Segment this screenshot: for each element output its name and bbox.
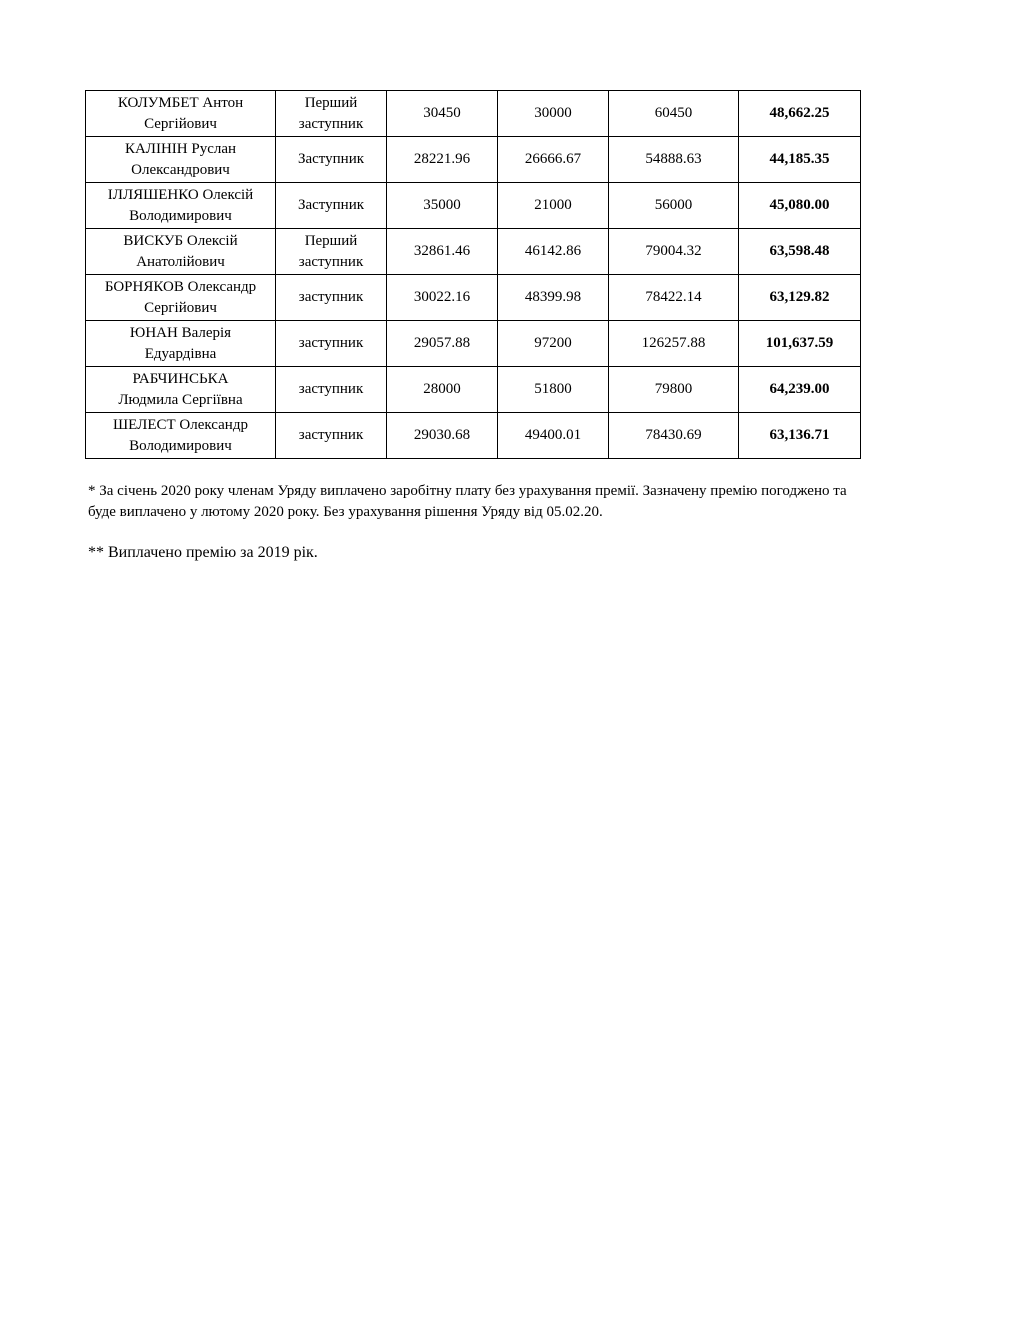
- name-line: РАБЧИНСЬКА: [132, 370, 229, 387]
- bonus-cell: 46142.86: [498, 229, 609, 275]
- position-line: заступник: [298, 253, 364, 270]
- position-line: заступник: [298, 427, 364, 443]
- table-row: [86, 91, 861, 137]
- name-cell: [86, 137, 276, 183]
- accrued-cell: 78430.69: [609, 413, 739, 459]
- net-total-cell: 48,662.25: [739, 91, 861, 137]
- name-cell: [86, 321, 276, 367]
- position-cell: [276, 229, 387, 275]
- name-cell: [86, 183, 276, 229]
- salary-cell: 35000: [387, 183, 498, 229]
- table-row: [86, 229, 861, 275]
- accrued-cell: 126257.88: [609, 321, 739, 367]
- name-line: Сергійович: [144, 115, 217, 132]
- bonus-cell: 26666.67: [498, 137, 609, 183]
- accrued-cell: 60450: [609, 91, 739, 137]
- name-line: КАЛІНІН Руслан: [124, 140, 237, 157]
- position-cell: [276, 275, 387, 321]
- net-total-cell: 63,598.48: [739, 229, 861, 275]
- name-line: ЮНАН Валерія: [129, 324, 232, 341]
- name-cell: [86, 367, 276, 413]
- net-total-cell: 63,129.82: [739, 275, 861, 321]
- footnote-bonus-january: * За січень 2020 року членам Уряду виплачено заробітну плату без урахування премії. Зазначену премію погоджено та буде виплачено у лютому 2020 року. Без урахування рішення Уряду від 05.02.20.: [88, 483, 847, 520]
- name-line: КОЛУМБЕТ Антон: [117, 94, 244, 111]
- salary-cell: 28000: [387, 367, 498, 413]
- position-cell: [276, 183, 387, 229]
- salary-cell: 29030.68: [387, 413, 498, 459]
- name-line: Олександрович: [131, 161, 230, 178]
- position-cell: [276, 91, 387, 137]
- salary-cell: 28221.96: [387, 137, 498, 183]
- salary-cell: 30022.16: [387, 275, 498, 321]
- name-line: Едуардівна: [144, 345, 217, 362]
- position-line: Заступник: [297, 197, 365, 213]
- salary-cell: 30450: [387, 91, 498, 137]
- accrued-cell: 79800: [609, 367, 739, 413]
- salary-cell: 32861.46: [387, 229, 498, 275]
- accrued-cell: 78422.14: [609, 275, 739, 321]
- name-cell: [86, 275, 276, 321]
- table-row: [86, 183, 861, 229]
- name-line: Володимирович: [129, 437, 232, 454]
- net-total-cell: 63,136.71: [739, 413, 861, 459]
- name-cell: [86, 413, 276, 459]
- bonus-cell: 49400.01: [498, 413, 609, 459]
- position-cell: [276, 413, 387, 459]
- name-cell: [86, 91, 276, 137]
- net-total-cell: 64,239.00: [739, 367, 861, 413]
- position-cell: [276, 137, 387, 183]
- bonus-cell: 97200: [498, 321, 609, 367]
- bonus-cell: 30000: [498, 91, 609, 137]
- net-total-cell: 45,080.00: [739, 183, 861, 229]
- position-line: заступник: [298, 381, 364, 397]
- name-line: ІЛЛЯШЕНКО Олексій: [107, 186, 254, 203]
- name-line: Володимирович: [129, 207, 232, 224]
- name-cell: [86, 229, 276, 275]
- accrued-cell: 54888.63: [609, 137, 739, 183]
- salary-cell: 29057.88: [387, 321, 498, 367]
- position-cell: [276, 367, 387, 413]
- footnote-bonus-2019: ** Виплачено премію за 2019 рік.: [88, 544, 318, 561]
- bonus-cell: 21000: [498, 183, 609, 229]
- position-line: заступник: [298, 115, 364, 132]
- accrued-cell: 79004.32: [609, 229, 739, 275]
- accrued-cell: 56000: [609, 183, 739, 229]
- name-line: БОРНЯКОВ Олександр: [104, 278, 257, 295]
- net-total-cell: 44,185.35: [739, 137, 861, 183]
- table-row: [86, 275, 861, 321]
- table-row: [86, 413, 861, 459]
- name-line: Анатолійович: [136, 253, 225, 270]
- table-body: [86, 91, 861, 459]
- position-line: заступник: [298, 289, 364, 305]
- bonus-cell: 48399.98: [498, 275, 609, 321]
- table-row: [86, 321, 861, 367]
- table-row: [86, 137, 861, 183]
- net-total-cell: 101,637.59: [739, 321, 861, 367]
- table-row: [86, 367, 861, 413]
- position-line: Перший: [304, 232, 358, 249]
- salary-table: [85, 90, 861, 459]
- bonus-cell: 51800: [498, 367, 609, 413]
- name-line: ШЕЛЕСТ Олександр: [113, 416, 248, 433]
- name-line: Людмила Сергіївна: [118, 391, 243, 408]
- name-line: ВИСКУБ Олексій: [123, 232, 238, 249]
- position-cell: [276, 321, 387, 367]
- position-line: заступник: [298, 335, 364, 351]
- name-line: Сергійович: [144, 299, 217, 316]
- position-line: Перший: [304, 94, 358, 111]
- position-line: Заступник: [297, 151, 365, 167]
